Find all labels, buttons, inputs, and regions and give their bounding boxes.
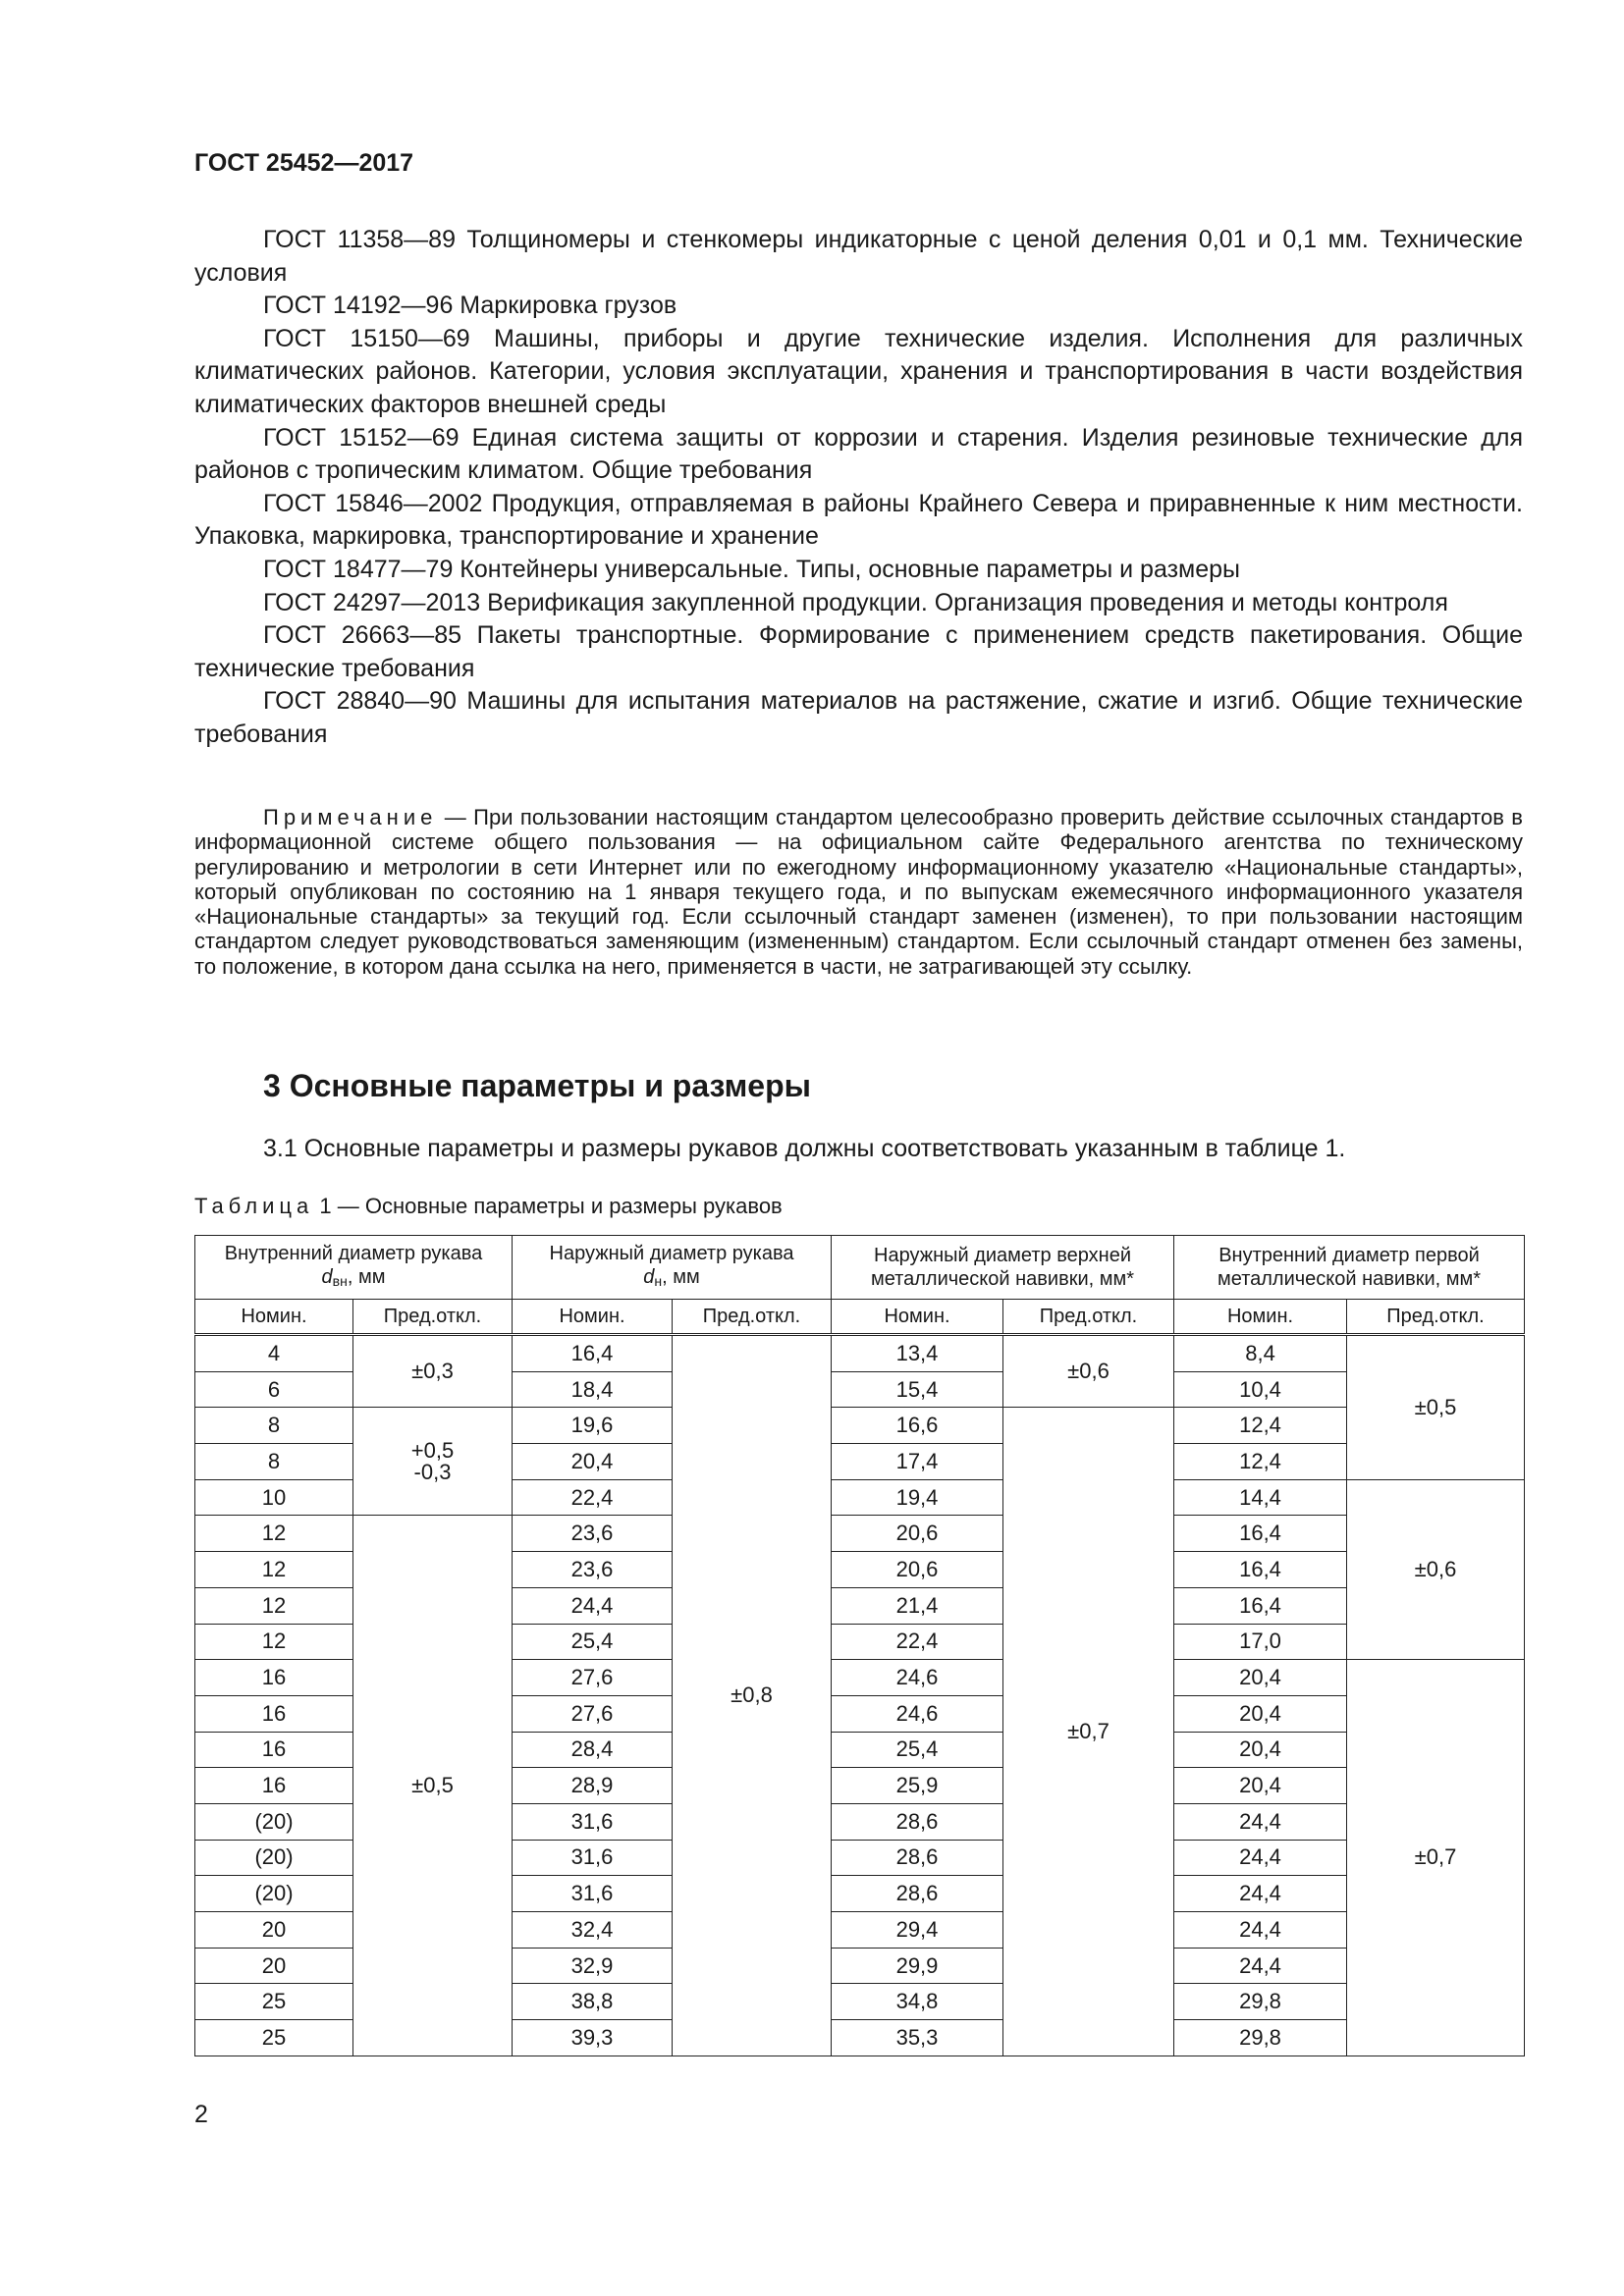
inner-diameter-cell: 16 xyxy=(195,1695,353,1732)
top-braid-cell: 25,9 xyxy=(832,1768,1003,1804)
top-braid-cell: 28,6 xyxy=(832,1876,1003,1912)
table-caption xyxy=(194,1194,783,1219)
paragraph-3-1: 3.1 Основные параметры и размеры рукавов должны соответствовать указанным в таблице 1. xyxy=(263,1135,1346,1162)
inner-diameter-cell: 12 xyxy=(195,1516,353,1552)
top-braid-cell: 24,6 xyxy=(832,1695,1003,1732)
outer-diameter-cell: 27,6 xyxy=(513,1695,673,1732)
reference-item: ГОСТ 15150—69 Машины, приборы и другие технические изделия. Исполнения для различных климатических районов. Категории, условия эксплуатации, хранения и транспортирования в части воздействия климатических факторов внешней среды xyxy=(194,324,1523,418)
top-braid-cell: 35,3 xyxy=(832,2020,1003,2056)
parameters-table xyxy=(194,1235,1525,2056)
first-braid-cell: 16,4 xyxy=(1174,1552,1347,1588)
first-braid-cell: 24,4 xyxy=(1174,1912,1347,1949)
outer-diameter-cell: 25,4 xyxy=(513,1624,673,1660)
first-braid-cell: 29,8 xyxy=(1174,2020,1347,2056)
outer-tolerance-cell: ±0,8 xyxy=(673,1335,832,2056)
outer-diameter-cell: 23,6 xyxy=(513,1552,673,1588)
outer-diameter-cell: 28,4 xyxy=(513,1732,673,1768)
table-row xyxy=(195,1408,1525,1444)
reference-item: ГОСТ 18477—79 Контейнеры универсальные. Типы, основные параметры и размеры xyxy=(263,555,1240,583)
reference-item: ГОСТ 11358—89 Толщиномеры и стенкомеры индикаторные с ценой деления 0,01 и 0,1 мм. Технические условия xyxy=(194,226,1523,287)
header-nominal: Номин. xyxy=(832,1300,1003,1335)
first-braid-tolerance-cell: ±0,5 xyxy=(1347,1335,1525,1480)
table-caption-text: 1 — Основные параметры и размеры рукавов xyxy=(313,1194,783,1218)
first-braid-cell: 16,4 xyxy=(1174,1516,1347,1552)
note-paragraph xyxy=(194,805,1523,979)
top-braid-cell: 29,9 xyxy=(832,1948,1003,1984)
outer-diameter-cell: 22,4 xyxy=(513,1479,673,1516)
first-braid-cell: 12,4 xyxy=(1174,1444,1347,1480)
reference-item: ГОСТ 28840—90 Машины для испытания материалов на растяжение, сжатие и изгиб. Общие технические требования xyxy=(194,687,1523,748)
inner-diameter-cell: 10 xyxy=(195,1479,353,1516)
outer-diameter-cell: 19,6 xyxy=(513,1408,673,1444)
top-braid-cell: 16,6 xyxy=(832,1408,1003,1444)
top-braid-cell: 28,6 xyxy=(832,1803,1003,1840)
outer-diameter-cell: 28,9 xyxy=(513,1768,673,1804)
outer-diameter-cell: 38,8 xyxy=(513,1984,673,2020)
top-braid-tolerance-cell: ±0,6 xyxy=(1003,1335,1174,1408)
outer-diameter-cell: 32,9 xyxy=(513,1948,673,1984)
first-braid-cell: 24,4 xyxy=(1174,1948,1347,1984)
top-braid-cell: 20,6 xyxy=(832,1516,1003,1552)
inner-diameter-cell: 8 xyxy=(195,1444,353,1480)
top-braid-cell: 17,4 xyxy=(832,1444,1003,1480)
first-braid-cell: 24,4 xyxy=(1174,1840,1347,1876)
reference-item: ГОСТ 24297—2013 Верификация закупленной продукции. Организация проведения и методы контроля xyxy=(263,588,1448,616)
first-braid-cell: 8,4 xyxy=(1174,1335,1347,1372)
first-braid-cell: 20,4 xyxy=(1174,1768,1347,1804)
outer-diameter-cell: 39,3 xyxy=(513,2020,673,2056)
note-label: Примечание xyxy=(263,805,438,829)
outer-diameter-cell: 27,6 xyxy=(513,1660,673,1696)
header-inner-diameter: Внутренний диаметр рукава $d_{вн}$, мм xyxy=(195,1236,513,1300)
header-nominal: Номин. xyxy=(513,1300,673,1335)
table-row xyxy=(195,1516,1525,1552)
outer-diameter-cell: 31,6 xyxy=(513,1876,673,1912)
outer-diameter-cell: 31,6 xyxy=(513,1840,673,1876)
top-braid-cell: 15,4 xyxy=(832,1371,1003,1408)
outer-diameter-cell: 20,4 xyxy=(513,1444,673,1480)
first-braid-cell: 24,4 xyxy=(1174,1876,1347,1912)
inner-diameter-cell: 25 xyxy=(195,2020,353,2056)
top-braid-cell: 29,4 xyxy=(832,1912,1003,1949)
first-braid-tolerance-cell: ±0,6 xyxy=(1347,1479,1525,1659)
top-braid-cell: 22,4 xyxy=(832,1624,1003,1660)
table-row xyxy=(195,1335,1525,1372)
inner-diameter-cell: 16 xyxy=(195,1660,353,1696)
top-braid-cell: 13,4 xyxy=(832,1335,1003,1372)
first-braid-cell: 24,4 xyxy=(1174,1803,1347,1840)
header-tolerance: Пред.откл. xyxy=(353,1300,513,1335)
inner-diameter-cell: 20 xyxy=(195,1912,353,1949)
reference-item: ГОСТ 14192—96 Маркировка грузов xyxy=(263,292,677,320)
first-braid-cell: 29,8 xyxy=(1174,1984,1347,2020)
outer-diameter-cell: 32,4 xyxy=(513,1912,673,1949)
header-tolerance: Пред.откл. xyxy=(1003,1300,1174,1335)
inner-diameter-cell: 16 xyxy=(195,1768,353,1804)
inner-diameter-cell: 4 xyxy=(195,1335,353,1372)
header-nominal: Номин. xyxy=(1174,1300,1347,1335)
inner-diameter-cell: (20) xyxy=(195,1803,353,1840)
header-top-braid-diameter: Наружный диаметр верхней металлической навивки, мм* xyxy=(832,1236,1174,1300)
outer-diameter-cell: 23,6 xyxy=(513,1516,673,1552)
inner-diameter-cell: 12 xyxy=(195,1624,353,1660)
reference-item: ГОСТ 26663—85 Пакеты транспортные. Формирование с применением средств пакетирования. Общие технические требования xyxy=(194,621,1523,682)
inner-tolerance-cell: +0,5 -0,3 xyxy=(353,1408,513,1516)
first-braid-cell: 12,4 xyxy=(1174,1408,1347,1444)
first-braid-tolerance-cell: ±0,7 xyxy=(1347,1660,1525,2056)
inner-diameter-cell: 25 xyxy=(195,1984,353,2020)
first-braid-cell: 20,4 xyxy=(1174,1695,1347,1732)
header-tolerance: Пред.откл. xyxy=(1347,1300,1525,1335)
inner-diameter-cell: 6 xyxy=(195,1371,353,1408)
outer-diameter-cell: 31,6 xyxy=(513,1803,673,1840)
inner-diameter-cell: 8 xyxy=(195,1408,353,1444)
first-braid-cell: 14,4 xyxy=(1174,1479,1347,1516)
outer-diameter-cell: 16,4 xyxy=(513,1335,673,1372)
first-braid-cell: 10,4 xyxy=(1174,1371,1347,1408)
table-caption-label: Таблица xyxy=(194,1194,314,1218)
page-number: 2 xyxy=(194,2101,208,2128)
reference-item: ГОСТ 15846—2002 Продукция, отправляемая в районы Крайнего Севера и приравненные к ним местности. Упаковка, маркировка, транспортирование и хранение xyxy=(194,489,1523,551)
top-braid-cell: 19,4 xyxy=(832,1479,1003,1516)
inner-diameter-cell: 12 xyxy=(195,1552,353,1588)
section-title: 3 Основные параметры и размеры xyxy=(263,1068,811,1103)
first-braid-cell: 20,4 xyxy=(1174,1732,1347,1768)
top-braid-cell: 28,6 xyxy=(832,1840,1003,1876)
top-braid-cell: 21,4 xyxy=(832,1587,1003,1624)
top-braid-cell: 25,4 xyxy=(832,1732,1003,1768)
first-braid-cell: 16,4 xyxy=(1174,1587,1347,1624)
inner-diameter-cell: 20 xyxy=(195,1948,353,1984)
reference-item: ГОСТ 15152—69 Единая система защиты от коррозии и старения. Изделия резиновые технические для районов с тропическим климатом. Общие требования xyxy=(194,423,1523,485)
inner-diameter-cell: (20) xyxy=(195,1840,353,1876)
inner-diameter-cell: (20) xyxy=(195,1876,353,1912)
header-nominal: Номин. xyxy=(195,1300,353,1335)
top-braid-cell: 20,6 xyxy=(832,1552,1003,1588)
top-braid-tolerance-cell: ±0,7 xyxy=(1003,1408,1174,2056)
page-header: ГОСТ 25452—2017 xyxy=(194,149,414,177)
outer-diameter-cell: 24,4 xyxy=(513,1587,673,1624)
header-tolerance: Пред.откл. xyxy=(673,1300,832,1335)
inner-tolerance-cell: ±0,3 xyxy=(353,1335,513,1408)
first-braid-cell: 17,0 xyxy=(1174,1624,1347,1660)
outer-diameter-cell: 18,4 xyxy=(513,1371,673,1408)
header-first-braid-diameter: Внутренний диаметр первой металлической навивки, мм* xyxy=(1174,1236,1525,1300)
header-outer-diameter: Наружный диаметр рукава $d_н$, мм xyxy=(513,1236,832,1300)
normative-references xyxy=(194,224,1523,752)
inner-tolerance-cell: ±0,5 xyxy=(353,1516,513,2056)
first-braid-cell: 20,4 xyxy=(1174,1660,1347,1696)
inner-diameter-cell: 12 xyxy=(195,1587,353,1624)
top-braid-cell: 24,6 xyxy=(832,1660,1003,1696)
note-text: — При пользовании настоящим стандартом целесообразно проверить действие ссылочных стандартов в информационной системе общего пользования — на официальном сайте Федерального агентства по техническому регулированию и метрологии в сети Интернет или по ежегодному информационному указателю «Национальные стандарты», который опубликован по состоянию на 1 января текущего года, и по выпускам ежемесячного информационного указателя «Национальные стандарты» за текущий год. Если ссылочный стандарт заменен (изменен), то при пользовании настоящим стандартом следует руководствоваться заменяющим (измененным) стандартом. Если ссылочный стандарт отменен без замены, то положение, в котором дана ссылка на него, применяется в части, не затрагивающей эту ссылку. xyxy=(194,805,1523,979)
top-braid-cell: 34,8 xyxy=(832,1984,1003,2020)
inner-diameter-cell: 16 xyxy=(195,1732,353,1768)
